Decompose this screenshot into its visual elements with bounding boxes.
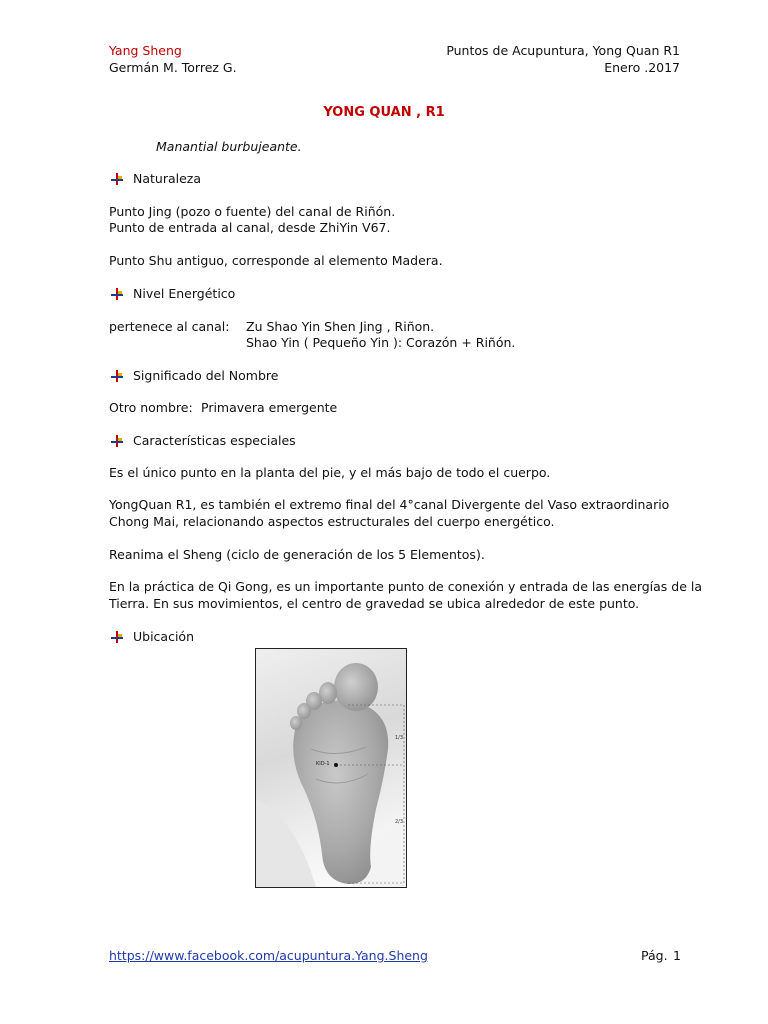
nivel-line-2: Shao Yin ( Pequeño Yin ): Corazón + Riñón.: [246, 335, 516, 350]
heading-caracteristicas: Características especiales: [133, 433, 296, 448]
naturaleza-line-1: Punto Jing (pozo o fuente) del canal de Riñón.: [109, 204, 396, 219]
footer-page-number: 1: [673, 948, 681, 963]
footer-page-label: Pág.: [641, 948, 668, 963]
acupoint-label: KID-1: [316, 761, 330, 767]
significado-label: Otro nombre:: [109, 400, 193, 415]
heading-nivel-energetico: Nivel Energético: [133, 286, 236, 301]
foot-sole-illustration: [256, 649, 406, 887]
heading-naturaleza: Naturaleza: [133, 171, 202, 186]
page-subtitle: Manantial burbujeante.: [156, 139, 302, 154]
heading-significado: Significado del Nombre: [133, 368, 279, 383]
caracteristicas-p2-line-2: Chong Mai, relacionando aspectos estructurales del cuerpo energético.: [109, 514, 555, 529]
header-author: Germán M. Torrez G.: [109, 60, 237, 75]
nivel-line-1: Zu Shao Yin Shen Jing , Riñon.: [246, 319, 435, 334]
section-bullet-icon: [111, 288, 123, 300]
heading-ubicacion: Ubicación: [133, 629, 195, 644]
caracteristicas-p2-line-1: YongQuan R1, es también el extremo final del 4°canal Divergente del Vaso extraordinario: [109, 497, 670, 512]
significado-value: Primavera emergente: [201, 400, 338, 415]
header-author-cn: Yang Sheng: [109, 43, 182, 58]
caracteristicas-p4-line-2: Tierra. En sus movimientos, el centro de gravedad se ubica alrededor de este punto.: [109, 596, 640, 611]
section-bullet-icon: [111, 370, 123, 382]
foot-sole-image: [255, 648, 407, 888]
section-bullet-icon: [111, 173, 123, 185]
footer-facebook-link[interactable]: https://www.facebook.com/acupuntura.Yang.Sheng: [109, 948, 428, 963]
caracteristicas-p4-line-1: En la práctica de Qi Gong, es un importante punto de conexión y entrada de las energías de la: [109, 579, 703, 594]
ratio-bottom-label: 2/3: [395, 819, 404, 825]
naturaleza-line-3: Punto Shu antiguo, corresponde al elemento Madera.: [109, 253, 443, 268]
acupoint-marker: [334, 763, 338, 767]
caracteristicas-p1: Es el único punto en la planta del pie, y el más bajo de todo el cuerpo.: [109, 465, 551, 480]
caracteristicas-p3: Reanima el Sheng (ciclo de generación de los 5 Elementos).: [109, 547, 485, 562]
header-date: Enero .2017: [604, 60, 680, 75]
section-bullet-icon: [111, 435, 123, 447]
naturaleza-line-2: Punto de entrada al canal, desde ZhiYin V67.: [109, 220, 391, 235]
ratio-top-label: 1/3: [395, 735, 404, 741]
nivel-label: pertenece al canal:: [109, 319, 230, 334]
section-bullet-icon: [111, 631, 123, 643]
header-doc-title: Puntos de Acupuntura, Yong Quan R1: [446, 43, 680, 58]
page-title: YONG QUAN , R1: [323, 105, 445, 120]
